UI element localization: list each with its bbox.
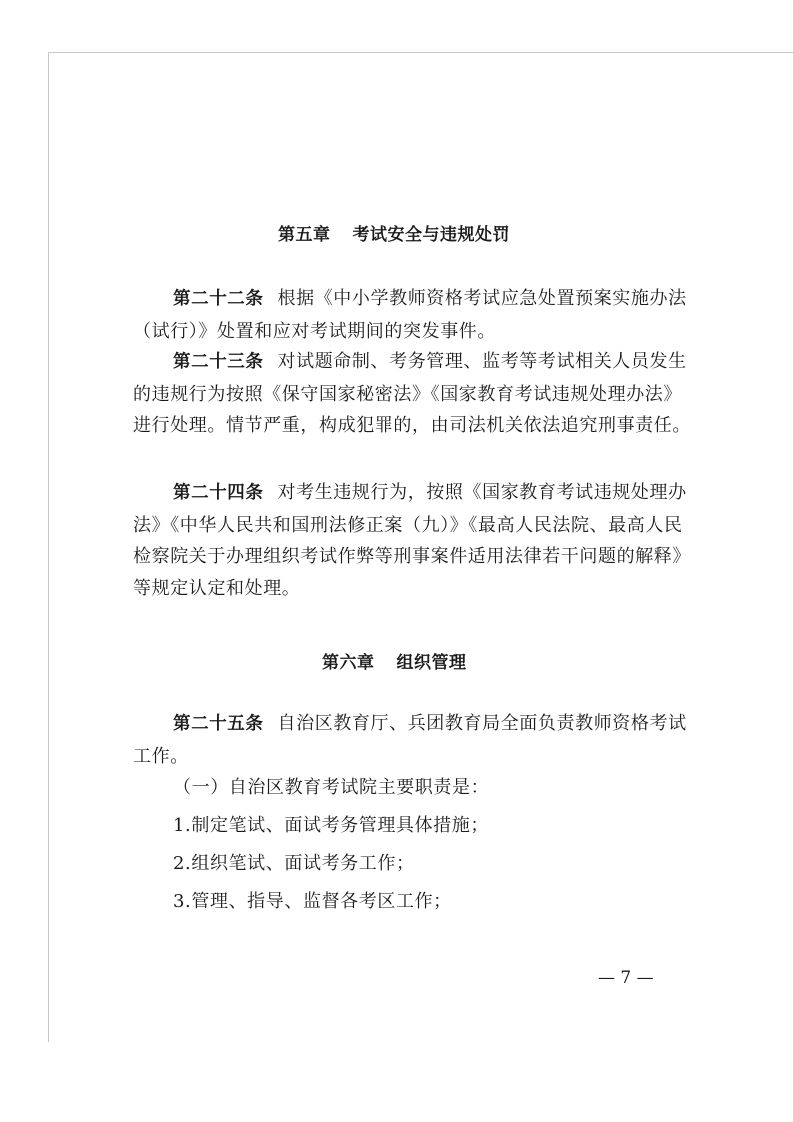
article-24-text: 对考生违规行为，按照《国家教育考试违规处理办法》《中华人民共和国刑法修正案（九）》《最高人民法院、最高人民检察院关于办理组织考试作弊等刑事案件适用法律若干问题的解释》等规定认定和处理。 <box>133 482 691 599</box>
article-23-text: 对试题命制、考务管理、监考等考试相关人员发生的违规行为按照《保守国家秘密法》《国家教育考试违规处理办法》进行处理。情节严重，构成犯罪的，由司法机关依法追究刑事责任。 <box>133 351 691 436</box>
article-25-text: 自治区教育厅、兵团教育局全面负责教师资格考试工作。 <box>133 713 687 767</box>
page-number: — 7 — <box>598 968 654 988</box>
section-1-heading: （一）自治区教育考试院主要职责是： <box>173 777 490 798</box>
chapter-5-title: 考试安全与违规处罚 <box>352 225 510 245</box>
article-25 <box>133 708 693 772</box>
chapter-5-number: 第五章 <box>278 225 331 245</box>
article-24 <box>133 477 693 604</box>
article-22 <box>133 283 693 347</box>
article-23-label: 第二十三条 <box>173 352 264 372</box>
chapter-6-heading <box>322 648 467 673</box>
chapter-6-title: 组织管理 <box>396 653 467 673</box>
list-item-3: 3.管理、指导、监督各考区工作； <box>173 891 452 912</box>
article-23 <box>133 346 693 442</box>
list-item-2: 2.组织笔试、面试考务工作； <box>173 853 415 874</box>
article-24-label: 第二十四条 <box>173 483 264 503</box>
article-22-text: 根据《中小学教师资格考试应急处置预案实施办法（试行）》处置和应对考试期间的突发事件。 <box>133 288 687 342</box>
article-22-label: 第二十二条 <box>173 289 264 309</box>
chapter-5-heading <box>278 220 510 245</box>
list-item-1: 1.制定笔试、面试考务管理具体措施； <box>173 815 489 836</box>
chapter-6-number: 第六章 <box>322 653 375 673</box>
article-25-label: 第二十五条 <box>173 714 264 734</box>
